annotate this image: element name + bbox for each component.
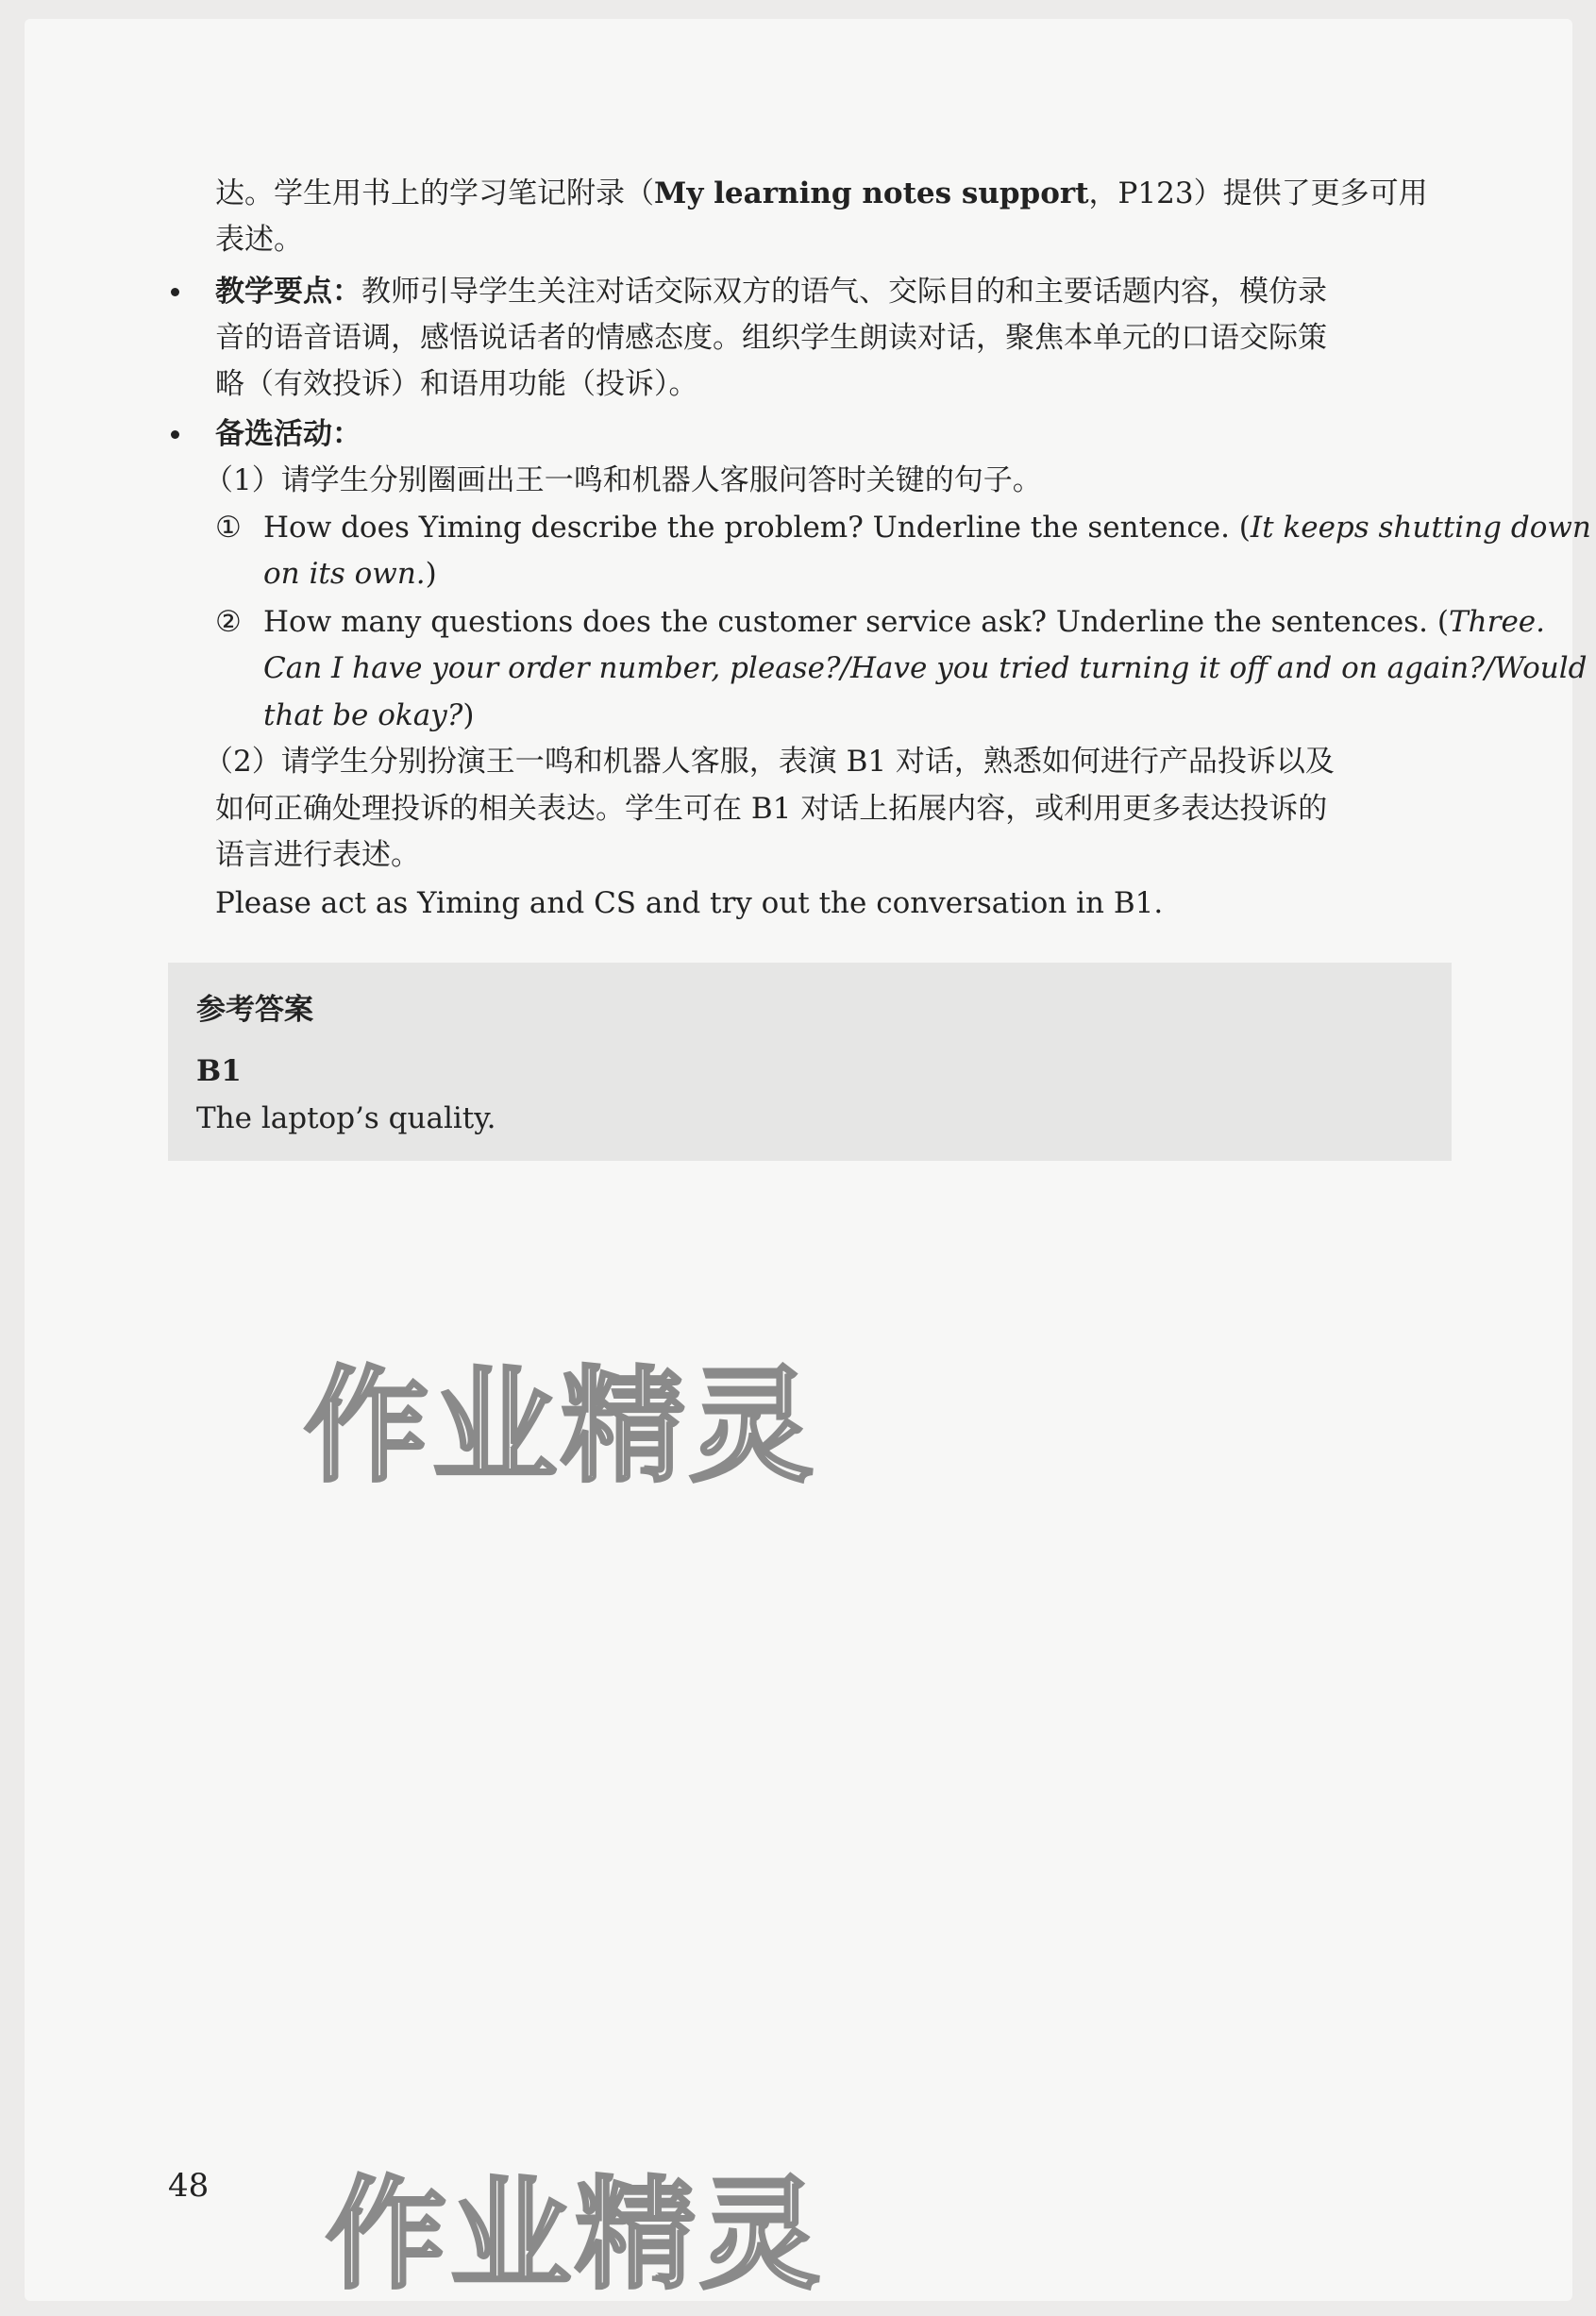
- question-2-line-2: Can I have your order number, please?/Have you tried turning it off and on again?/Would: [263, 651, 1588, 685]
- watermark: 作业精灵: [326, 2165, 825, 2306]
- bullet-icon: [171, 430, 179, 439]
- question-1-line-1: How does Yiming describe the problem? Underline the sentence. (It keeps shutting down: [263, 511, 1591, 545]
- optional-item-1: （1）请学生分别圈画出王一鸣和机器人客服问答时关键的句子。: [204, 463, 1042, 497]
- watermark: 作业精灵: [304, 1354, 817, 1500]
- question-2-line-3: that be okay?): [263, 698, 475, 732]
- teaching-points-line-2: 音的语音语调，感悟说话者的情感态度。组织学生朗读对话，聚焦本单元的口语交际策: [215, 321, 1327, 355]
- reference-answer-box: [168, 963, 1452, 1161]
- intro-line-1: 达。学生用书上的学习笔记附录（My learning notes support，P123）提供了更多可用: [215, 176, 1428, 210]
- optional-label: 备选活动：: [215, 417, 361, 451]
- optional-instruction: Please act as Yiming and CS and try out the conversation in B1.: [215, 886, 1164, 920]
- bullet-icon: [171, 288, 179, 296]
- teaching-points-line-1: 教学要点：教师引导学生关注对话交际双方的语气、交际目的和主要话题内容，模仿录: [215, 275, 1327, 309]
- optional-item-2-line-2: 如何正确处理投诉的相关表达。学生可在 B1 对话上拓展内容，或利用更多表达投诉的: [215, 792, 1328, 826]
- answer-text: The laptop’s quality.: [196, 1101, 496, 1135]
- question-2-line-1: How many questions does the customer service ask? Underline the sentences. (Three.: [263, 605, 1545, 639]
- question-1-line-2: on its own.): [263, 557, 437, 591]
- teaching-points-line-3: 略（有效投诉）和语用功能（投诉）。: [215, 367, 698, 401]
- bold-reference: My learning notes support: [654, 176, 1089, 210]
- reference-answer-heading: 参考答案: [196, 993, 313, 1027]
- question-2-marker: ②: [215, 605, 242, 639]
- optional-item-2-line-3: 语言进行表述。: [215, 838, 420, 872]
- page-number: 48: [168, 2167, 210, 2205]
- teaching-points-label: 教学要点：: [215, 275, 361, 309]
- optional-item-2-line-1: （2）请学生分别扮演王一鸣和机器人客服，表演 B1 对话，熟悉如何进行产品投诉以及: [204, 745, 1335, 779]
- answer-label: B1: [196, 1054, 242, 1088]
- question-1-marker: ①: [215, 511, 242, 545]
- intro-line-2: 表述。: [215, 223, 303, 257]
